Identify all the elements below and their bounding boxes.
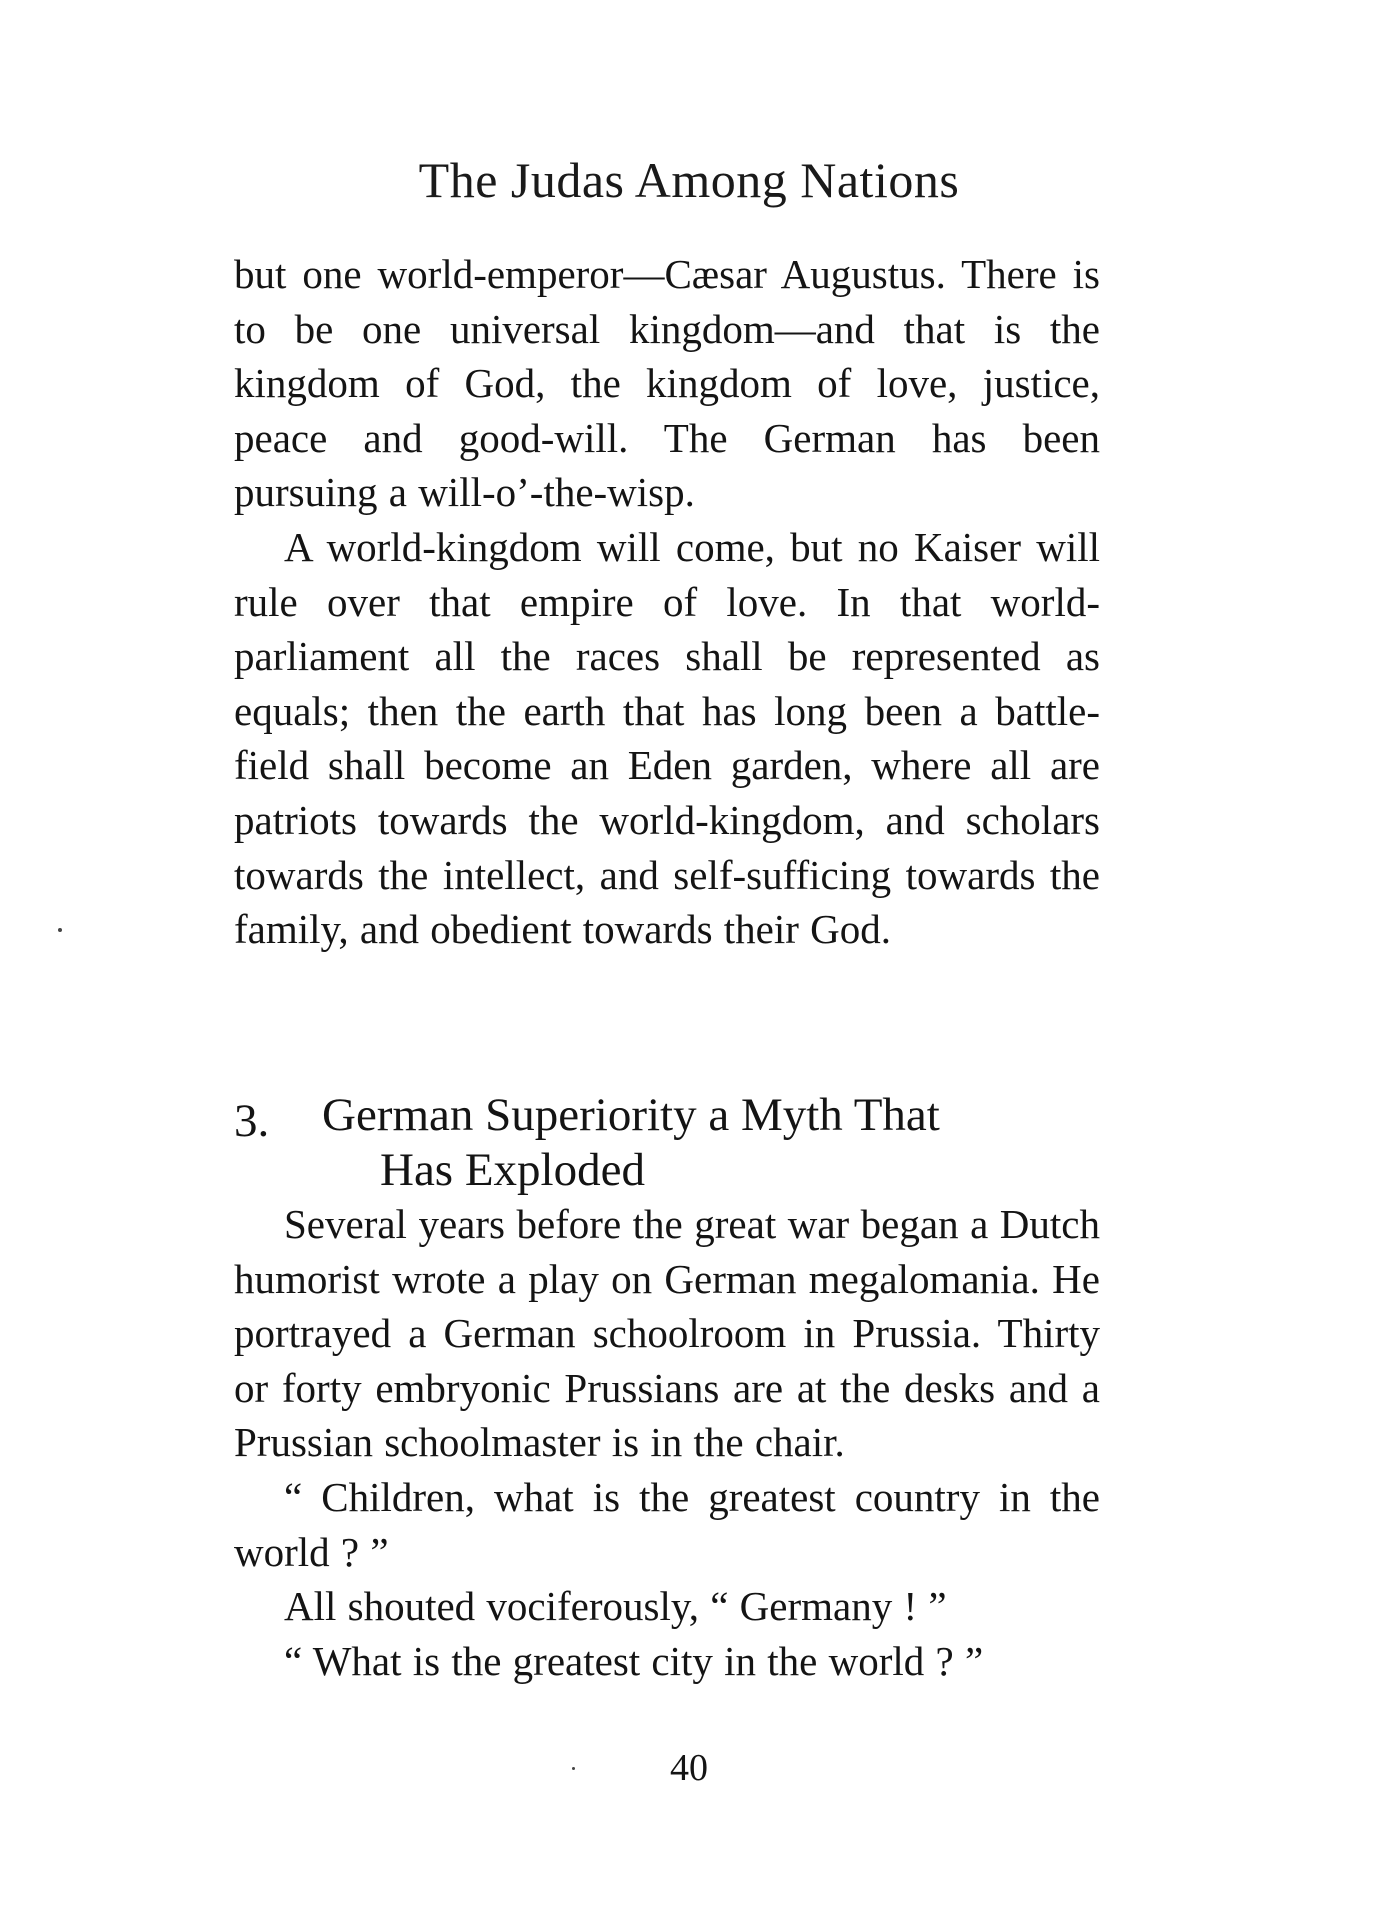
page-number: 40 bbox=[670, 1747, 708, 1789]
paragraph-answer-germany: All shouted vociferously, “ Germany ! ” bbox=[284, 1583, 947, 1630]
paragraph-question-country: “ Children, what is the greatest country in the world ? ” bbox=[234, 1473, 1100, 1575]
text-block-before-section bbox=[234, 247, 1100, 957]
paragraph-world-kingdom: A world-kingdom will come, but no Kaiser will rule over that empire of love. In that world-parliament all the races shall be represented as equals; then the earth that has long been a battle-field shall become an Eden garden, where all are patriots towards the world-kingdom, and scholars towards the intellect, and self-sufficing towards the family, and obedient towards their God. bbox=[234, 523, 1100, 953]
paragraph-question-city: “ What is the greatest city in the world ? ” bbox=[284, 1637, 984, 1684]
paragraph-continuation: but one world-emperor—Cæsar Augustus. There is to be one universal kingdom—and that is the kingdom of God, the kingdom of love, justice, peace and good-will. The German has been pursuing a will-o’-the-wisp. bbox=[234, 251, 1100, 516]
section-title-line-1: German Superiority a Myth That bbox=[322, 1089, 940, 1141]
print-speck bbox=[58, 928, 62, 932]
section-heading bbox=[234, 1088, 1100, 1198]
section-title-line-2: Has Exploded bbox=[380, 1144, 645, 1196]
section-number: 3. bbox=[234, 1095, 270, 1147]
print-speck bbox=[572, 1767, 575, 1770]
text-block-after-section bbox=[234, 1197, 1100, 1688]
section-title bbox=[322, 1088, 1100, 1198]
paragraph-dutch-humorist: Several years before the great war began a Dutch humorist wrote a play on German megalomania. He portrayed a German schoolroom in Prussia. Thirty or forty embryonic Prussians are at the desks and a Prussian schoolmaster is in the chair. bbox=[234, 1201, 1100, 1466]
running-head: The Judas Among Nations bbox=[418, 152, 960, 208]
